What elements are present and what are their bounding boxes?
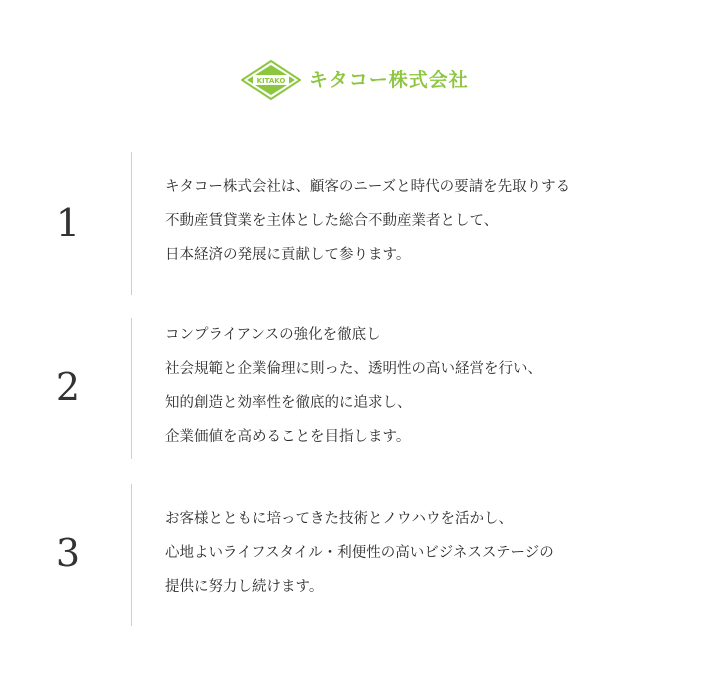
company-logo [241,60,469,100]
principle-number: 2 [55,365,81,409]
principle-number: 1 [55,201,81,245]
text-line: お客様とともに培ってきた技術とノウハウを活かし、 [165,511,513,527]
principle-text [165,502,554,604]
principle-1 [0,152,720,295]
text-line: 知的創造と効率性を徹底的に追求し、 [165,395,412,411]
vertical-divider [131,318,132,459]
vertical-divider [131,152,132,295]
principle-3 [0,484,720,626]
text-line: 提供に努力し続けます。 [165,579,324,595]
logo-mark-text: KITAKO [256,77,286,85]
principle-2 [0,318,720,459]
principle-text [165,318,542,454]
text-line: 心地よいライフスタイル・利便性の高いビジネスステージの [165,545,554,561]
text-line: 社会規範と企業倫理に則った、透明性の高い経営を行い、 [165,361,542,377]
text-line: キタコー株式会社は、顧客のニーズと時代の要請を先取りする [165,179,571,195]
text-line: 日本経済の発展に貢献して参ります。 [165,247,411,263]
text-line: 不動産賃貸業を主体とした総合不動産業者として、 [165,213,499,229]
principle-number: 3 [55,531,81,575]
text-line: コンプライアンスの強化を徹底し [165,327,381,343]
text-line: 企業価値を高めることを目指します。 [165,429,411,445]
diamond-logo-icon [241,60,301,100]
principle-text [165,170,570,272]
vertical-divider [131,484,132,626]
company-name: キタコー株式会社 [309,69,469,91]
